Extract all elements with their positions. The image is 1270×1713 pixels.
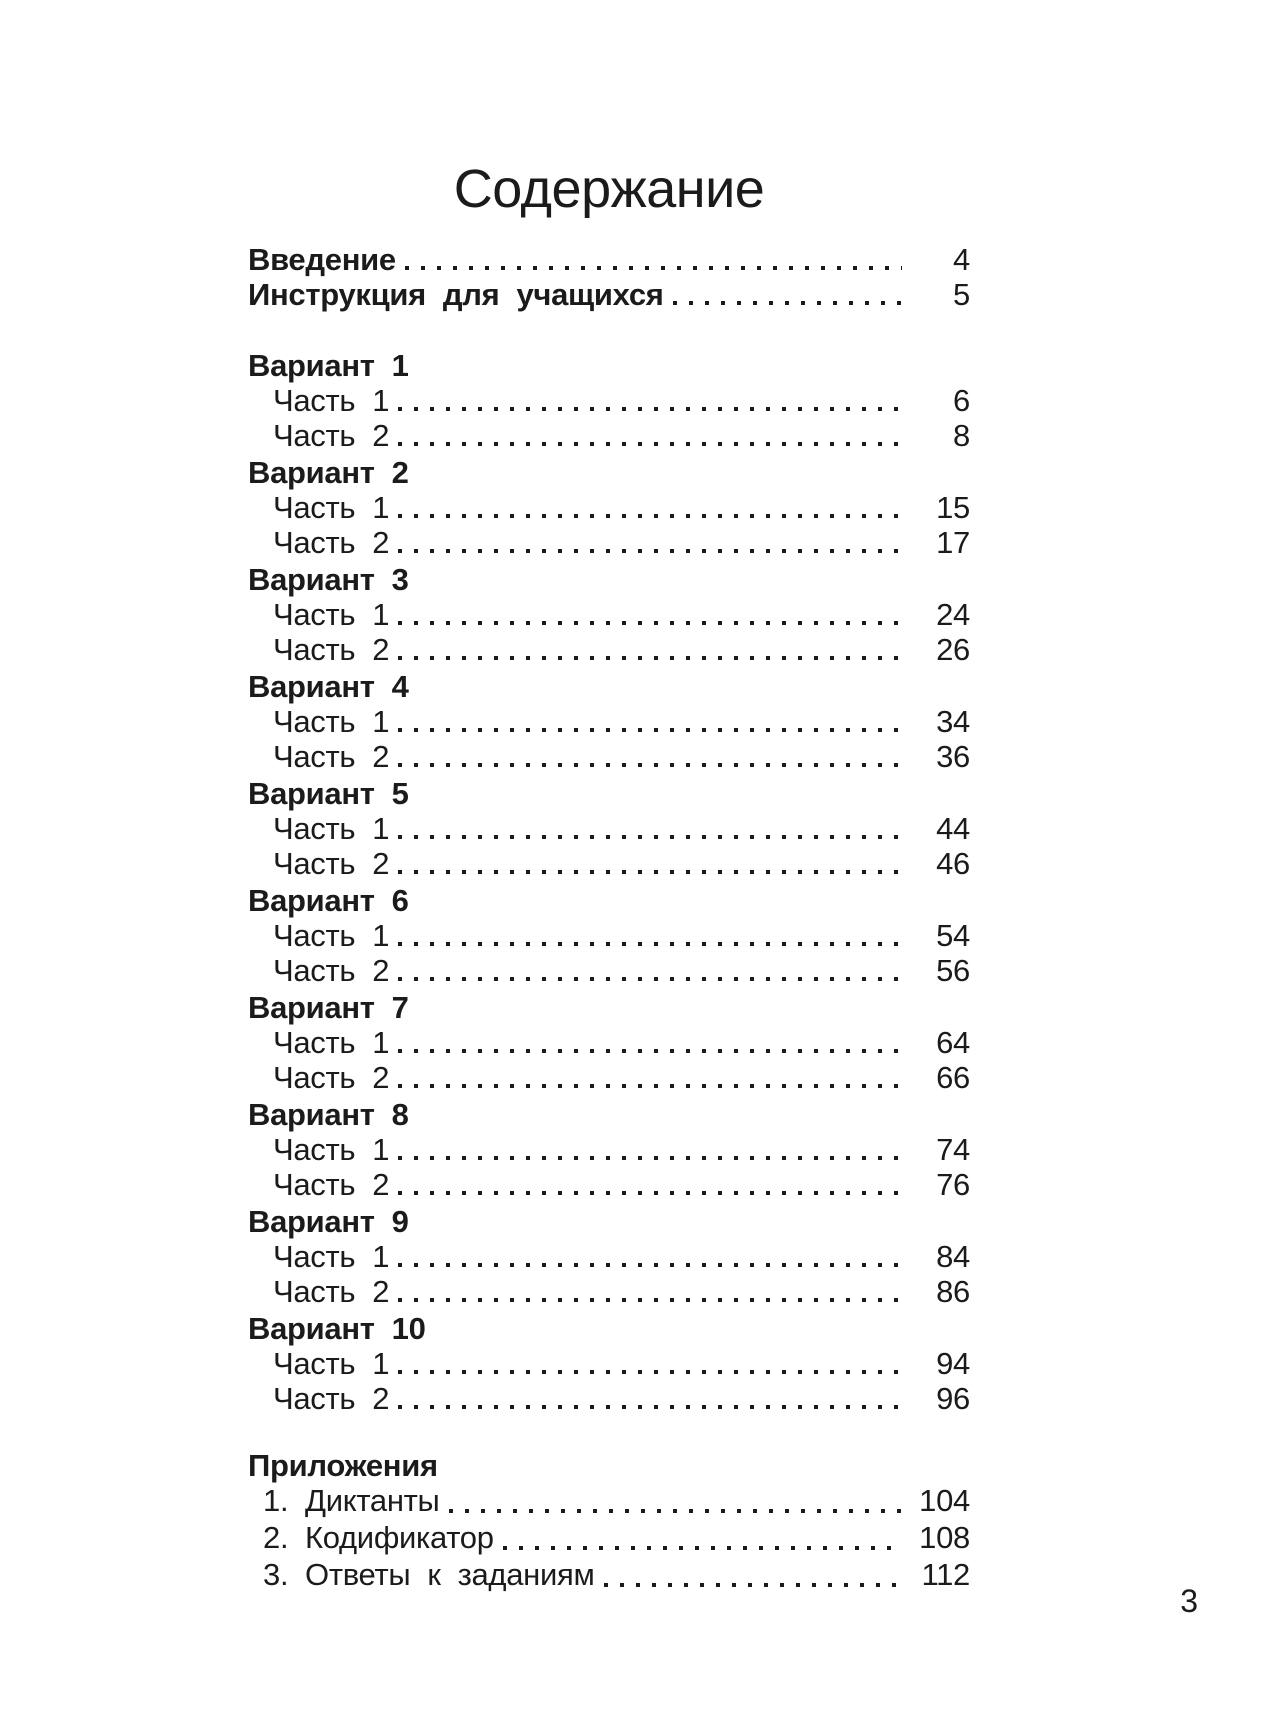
heading-label: Вариант 1 xyxy=(248,348,409,383)
toc-part-entry xyxy=(248,597,970,632)
variant-group xyxy=(248,776,970,881)
variant-heading xyxy=(248,348,970,383)
entry-label: Часть 1 xyxy=(273,1346,390,1381)
dot-leader xyxy=(389,953,912,988)
entry-label: Часть 2 xyxy=(273,525,390,560)
heading-label: Вариант 4 xyxy=(248,669,409,704)
toc-part-entry xyxy=(248,918,970,953)
entry-page-number: 17 xyxy=(936,525,970,560)
dot-leader xyxy=(389,811,912,846)
entry-label: Часть 1 xyxy=(273,811,390,846)
dot-leader xyxy=(389,1381,912,1416)
toc-part-entry xyxy=(248,1274,970,1309)
dot-leader xyxy=(396,242,912,277)
entry-label: Часть 2 xyxy=(273,739,390,774)
page-title: Содержание xyxy=(453,159,765,219)
variant-group xyxy=(248,1097,970,1202)
toc-part-entry xyxy=(248,490,970,525)
dot-leader xyxy=(389,739,912,774)
toc-entry xyxy=(248,242,970,277)
dot-leader xyxy=(389,1346,912,1381)
entry-page-number: 5 xyxy=(953,277,970,312)
entry-page-number: 94 xyxy=(936,1346,970,1381)
entry-label: Часть 1 xyxy=(273,1132,390,1167)
dot-leader xyxy=(389,1060,912,1095)
entry-page-number: 8 xyxy=(953,418,970,453)
heading-label: Вариант 5 xyxy=(248,776,409,811)
toc-part-entry xyxy=(248,1381,970,1416)
toc-part-entry xyxy=(248,1132,970,1167)
toc-part-entry xyxy=(248,739,970,774)
variant-group xyxy=(248,562,970,667)
dot-leader xyxy=(389,704,912,739)
toc-part-entry xyxy=(248,418,970,453)
variant-heading xyxy=(248,562,970,597)
dot-leader xyxy=(664,277,912,312)
heading-label: Вариант 10 xyxy=(248,1311,426,1346)
entry-label: Часть 2 xyxy=(273,953,390,988)
entry-label: Введение xyxy=(248,242,396,277)
dot-leader xyxy=(389,1167,912,1202)
entry-page-number: 64 xyxy=(936,1025,970,1060)
dot-leader xyxy=(440,1483,912,1520)
dot-leader xyxy=(494,1520,912,1557)
entry-label: Часть 2 xyxy=(273,1167,390,1202)
variant-sections xyxy=(248,348,970,1416)
entry-label: Часть 1 xyxy=(273,918,390,953)
toc-part-entry xyxy=(248,525,970,560)
heading-label: Вариант 2 xyxy=(248,455,409,490)
entry-page-number: 46 xyxy=(936,846,970,881)
heading-label: Вариант 9 xyxy=(248,1204,409,1239)
entry-label: Часть 2 xyxy=(273,418,390,453)
variant-group xyxy=(248,1311,970,1416)
variant-group xyxy=(248,1204,970,1309)
toc-part-entry xyxy=(248,704,970,739)
entry-page-number: 104 xyxy=(919,1483,970,1518)
item-number: 3. xyxy=(263,1557,289,1592)
entry-page-number: 112 xyxy=(921,1557,970,1592)
toc-part-entry xyxy=(248,1167,970,1202)
variant-group xyxy=(248,669,970,774)
entry-page-number: 34 xyxy=(936,704,970,739)
entry-page-number: 26 xyxy=(936,632,970,667)
dot-leader xyxy=(389,490,912,525)
dot-leader xyxy=(389,597,912,632)
appendix-item xyxy=(248,1557,970,1594)
entry-page-number: 86 xyxy=(936,1274,970,1309)
page-number: 3 xyxy=(1180,1583,1198,1619)
front-matter-entries xyxy=(248,242,970,312)
entry-page-number: 24 xyxy=(936,597,970,632)
toc-content xyxy=(248,0,970,1594)
dot-leader xyxy=(389,525,912,560)
toc-part-entry xyxy=(248,846,970,881)
dot-leader xyxy=(389,1274,912,1309)
dot-leader xyxy=(389,383,912,418)
entry-label: Часть 2 xyxy=(273,846,390,881)
toc-part-entry xyxy=(248,1025,970,1060)
variant-heading xyxy=(248,776,970,811)
toc-part-entry xyxy=(248,953,970,988)
variant-heading xyxy=(248,1097,970,1132)
entry-label: Часть 1 xyxy=(273,1239,390,1274)
entry-page-number: 108 xyxy=(919,1520,970,1555)
entry-page-number: 15 xyxy=(936,490,970,525)
heading-label: Вариант 3 xyxy=(248,562,409,597)
variant-heading xyxy=(248,455,970,490)
dot-leader xyxy=(389,1132,912,1167)
entry-label: Инструкция для учащихся xyxy=(248,277,664,312)
entry-page-number: 96 xyxy=(936,1381,970,1416)
variant-group xyxy=(248,990,970,1095)
dot-leader xyxy=(389,1239,912,1274)
variant-group xyxy=(248,455,970,560)
toc-entry xyxy=(248,277,970,312)
entry-label: Часть 2 xyxy=(273,1381,390,1416)
toc-part-entry xyxy=(248,1346,970,1381)
dot-leader xyxy=(389,418,912,453)
entry-page-number: 84 xyxy=(936,1239,970,1274)
heading-label: Вариант 7 xyxy=(248,990,409,1025)
entry-page-number: 44 xyxy=(936,811,970,846)
dot-leader xyxy=(389,846,912,881)
variant-heading xyxy=(248,883,970,918)
entry-page-number: 6 xyxy=(953,383,970,418)
entry-label: Часть 2 xyxy=(273,1060,390,1095)
entry-label: Часть 1 xyxy=(273,597,390,632)
entry-label: Часть 1 xyxy=(273,490,390,525)
variant-group xyxy=(248,348,970,453)
variant-heading xyxy=(248,1311,970,1346)
entry-page-number: 66 xyxy=(936,1060,970,1095)
dot-leader xyxy=(389,1025,912,1060)
appendix-item xyxy=(248,1483,970,1520)
item-number: 2. xyxy=(263,1520,289,1555)
entry-page-number: 76 xyxy=(936,1167,970,1202)
variant-heading xyxy=(248,1204,970,1239)
dot-leader xyxy=(389,918,912,953)
toc-part-entry xyxy=(248,383,970,418)
entry-page-number: 36 xyxy=(936,739,970,774)
variant-heading xyxy=(248,990,970,1025)
appendix-heading xyxy=(248,1448,970,1483)
heading-label: Вариант 8 xyxy=(248,1097,409,1132)
appendix-item xyxy=(248,1520,970,1557)
entry-label: Часть 2 xyxy=(273,1274,390,1309)
variant-heading xyxy=(248,669,970,704)
entry-label: Часть 2 xyxy=(273,632,390,667)
toc-part-entry xyxy=(248,811,970,846)
entry-label: Кодификатор xyxy=(305,1520,494,1555)
toc-part-entry xyxy=(248,1239,970,1274)
item-number: 1. xyxy=(263,1483,289,1518)
dot-leader xyxy=(389,632,912,667)
entry-page-number: 4 xyxy=(953,242,970,277)
dot-leader xyxy=(595,1557,913,1594)
entry-label: Ответы к заданиям xyxy=(305,1557,595,1592)
entry-label: Часть 1 xyxy=(273,383,390,418)
heading-label: Приложения xyxy=(248,1448,438,1483)
toc-part-entry xyxy=(248,632,970,667)
entry-page-number: 54 xyxy=(936,918,970,953)
variant-group xyxy=(248,883,970,988)
entry-page-number: 56 xyxy=(936,953,970,988)
appendix-section xyxy=(248,1448,970,1594)
heading-label: Вариант 6 xyxy=(248,883,409,918)
entry-label: Диктанты xyxy=(305,1483,440,1518)
entry-page-number: 74 xyxy=(936,1132,970,1167)
entry-label: Часть 1 xyxy=(273,704,390,739)
entry-label: Часть 1 xyxy=(273,1025,390,1060)
toc-part-entry xyxy=(248,1060,970,1095)
